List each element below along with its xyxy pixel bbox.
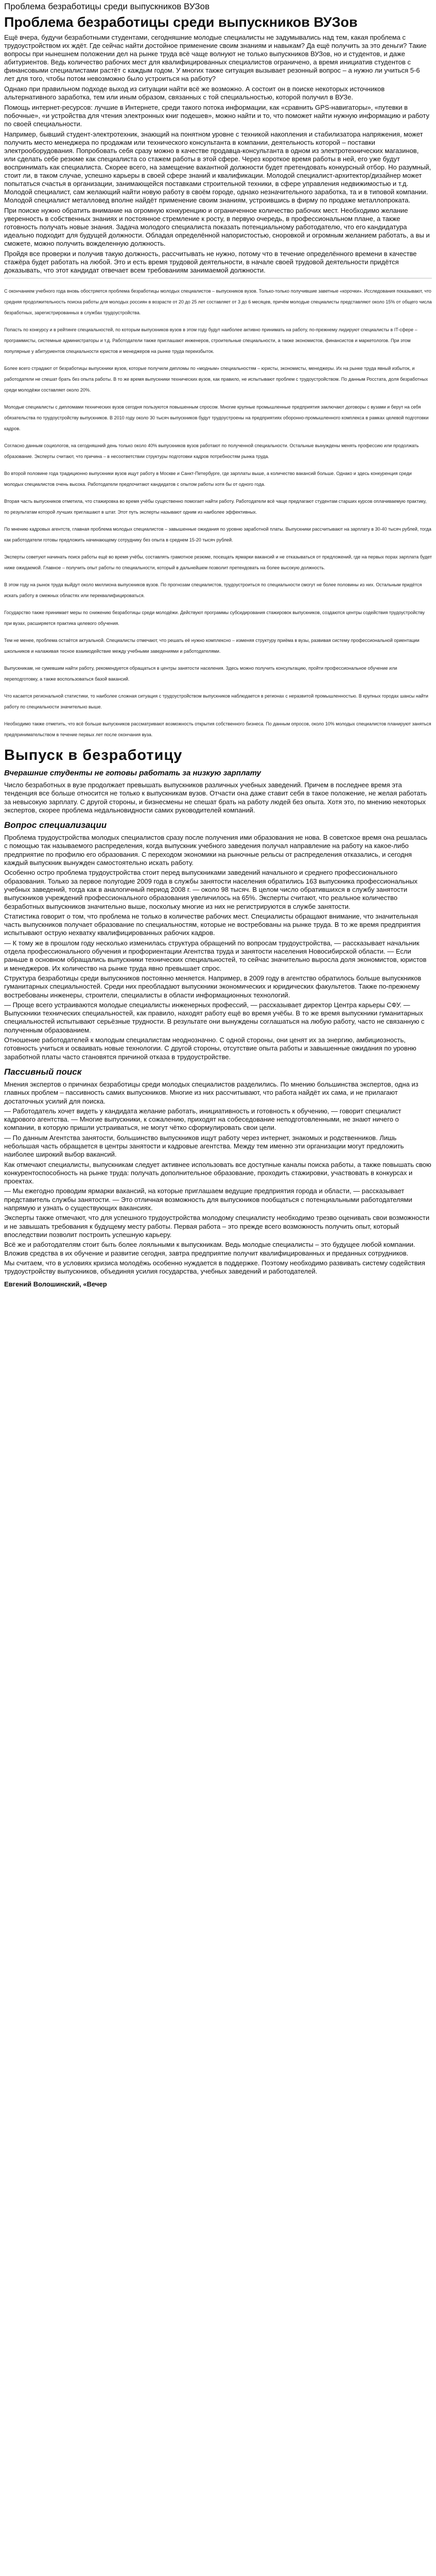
section-paragraph: — К тому же в прошлом году несколько изменилась структура обращений по вопросам трудоустройства, — рассказывает начальник отдела профессионального обучения и профориентации Агентства труда и занятости населения Новосибирской области. — Если раньше в основном обращались выпускники технических специальностей, то сейчас значительно выросла доля экономистов, юристов и менеджеров. Их количество на рынке труда явно превышает спрос. bbox=[4, 939, 427, 972]
small-paragraph: Более всего страдают от безработицы выпускники вузов, которые получили дипломы по «модным» специальностям – юристы, экономисты, менеджеры. Их на рынке труда явный избыток, и работодатели не спешат брать без опыта работы. В то же время выпускники технических вузов, как правило, не испытывают проблем с трудоустройством. По данным Росстата, доля безработных среди молодёжи составляет около 20%. bbox=[4, 366, 428, 393]
page-top-title: Проблема безработицы среди выпускников ВУЗов bbox=[4, 2, 210, 11]
intro-paragraph: Однако при правильном подходе выход из ситуации найти всё же возможно. А состоит он в поиске некоторых источников альтернативного заработка, тем или иным образом, связанных с той специальностью, которой получил в ВУЗе. bbox=[4, 85, 385, 101]
intro-section bbox=[4, 33, 432, 275]
subheading-specialization: Вопрос специализации bbox=[4, 820, 107, 831]
section-lead: Вчерашние студенты не готовы работать за низкую зарплату bbox=[4, 769, 261, 777]
small-paragraph: Необходимо также отметить, что всё больше выпускников рассматривают возможность открытия собственного бизнеса. По данным опросов, около 10% молодых специалистов планируют заняться предпринимательством в течение первых лет после окончания вуза. bbox=[4, 721, 431, 737]
article-author: Евгений Волошинский, «Вечер bbox=[4, 1280, 107, 1289]
small-paragraph: По мнению кадровых агентств, главная проблема молодых специалистов – завышенные ожидания по уровню заработной платы. Выпускники рассчитывают на зарплату в 30-40 тысяч рублей, тогда как работодатели готовы предложить начинающему сотруднику без опыта в среднем 15-20 тысяч рублей. bbox=[4, 527, 431, 543]
section-paragraph: Проблема трудоустройства молодых специалистов сразу после получения ими образования не нова. В советское время она решалась с помощью так называемого распределения, когда выпускник учебного заведения получал направление на работу на какое-либо предприятие по профилю его образования. С переходом экономики на рыночные рельсы от распределения отказались, и сегодня каждый выпускник вынужден самостоятельно искать работу. bbox=[4, 834, 428, 867]
small-paragraph: Вторая часть выпускников отметила, что стажировка во время учёбы существенно помогает найти работу. Работодатели всё чаще предлагают студентам старших курсов оплачиваемую практику, по результатам которой лучших приглашают в штат. Этот путь эксперты называют одним из наиболее эффективных. bbox=[4, 499, 427, 515]
intro-paragraph: При поиске нужно обратить внимание на огромную конкуренцию и ограниченное количество рабочих мест. Необходимо желание уверенность в собственных знаниях и постоянное стремление к росту, в первую очередь, в профессиональном плане, а также готовность получать новые знания. Задача молодого специалиста показать потенциальному работодателю, что его кандидатура идеально подходит для будущей должности. Обладая определённой напористостью, сноровкой и огромным желанием работать, а вы и сможете, можно получить вожделенную должность. bbox=[4, 207, 430, 247]
section-paragraph: Как отмечают специалисты, выпускникам следует активнее использовать все доступные каналы поиска работы, а также повышать свою конкурентоспособность на рынке труда: получать дополнительное образование, проходить стажировки, участвовать в конкурсах и проектах. bbox=[4, 1160, 431, 1185]
small-paragraph: Согласно данным социологов, на сегодняшний день только около 40% выпускников вузов работают по полученной специальности. Остальные вынуждены менять профессию или продолжать образование. Эксперты считают, что причина – в несоответствии структуры подготовки кадров потребностям рынка труда. bbox=[4, 443, 419, 459]
section-paragraph: Статистика говорит о том, что проблема не только в количестве рабочих мест. Специалисты обращают внимание, что значительная часть выпускников получает образование по специальностям, которые не востребованы на рынке труда. В то же время предприятия испытывают острую нехватку квалифицированных рабочих кадров. bbox=[4, 912, 421, 937]
small-paragraph: Молодые специалисты с дипломами технических вузов сегодня пользуются повышенным спросом. Многие крупные промышленные предприятия заключают договоры с вузами и берут на себя обязательства по трудоустройству выпускников. В 2010 году около 30 тысяч выпускников будут трудоустроены на предприятиях оборонно-промышленного комплекса в рамках целевой подготовки кадров. bbox=[4, 404, 429, 431]
small-paragraph: Государство также принимает меры по снижению безработицы среди молодёжи. Действуют программы субсидирования стажировок выпускников, создаются центры содействия трудоустройству при вузах, расширяется практика целевого обучения. bbox=[4, 610, 425, 626]
small-paragraph: Эксперты советуют начинать поиск работы ещё во время учёбы, составлять грамотное резюме, посещать ярмарки вакансий и не отказываться от предложений, где на первых порах зарплата будет ниже ожидаемой. Главное – получить опыт работы по специальности, который в дальнейшем позволит претендовать на более высокую должность. bbox=[4, 554, 432, 570]
section-paragraph: Мнения экспертов о причинах безработицы среди молодых специалистов разделились. По мнению большинства экспертов, одна из главных проблем – пассивность самих выпускников. Многие из них рассчитывают, что работа найдёт их сама, и не прилагают достаточных усилий для поиска. bbox=[4, 1080, 418, 1105]
subheading-passive-search: Пассивный поиск bbox=[4, 1066, 82, 1077]
small-paragraph: В этом году на рынок труда выйдут около миллиона выпускников вузов. По прогнозам специалистов, трудоустроиться по специальности смогут не более половины из них. Остальным придётся искать работу в смежных областях или переквалифицироваться. bbox=[4, 582, 422, 598]
intro-paragraph: Помощь интернет-ресурсов: лучшие в Интернете, среди такого потока информации, как «сравнить GPS-навигаторы», «путевки в побочные», «и устройства для чтения электронных книг подешев», можно найти и то, что поможет найти нужную информацию и работу по своей специальности. bbox=[4, 104, 429, 128]
section-heading: Выпуск в безработицу bbox=[4, 747, 183, 764]
small-paragraph: Что касается региональной статистики, то наиболее сложная ситуация с трудоустройством выпускников наблюдается в регионах с неразвитой промышленностью. В крупных городах шансы найти работу по специальности значительно выше. bbox=[4, 693, 428, 709]
section-paragraph: Мы считаем, что в условиях кризиса молодёжь особенно нуждается в поддержке. Поэтому необходимо развивать систему содействия трудоустройству выпускников, объединяя усилия государства, учебных заведений и работодателей. bbox=[4, 1259, 425, 1276]
article-heading: Проблема безработицы среди выпускников ВУЗов bbox=[4, 14, 358, 30]
section-paragraph: — Работодатель хочет видеть у кандидата желание работать, инициативность и готовность к обучению, — говорит специалист кадрового агентства. — Многие выпускники, к сожалению, приходят на собеседование неподготовленными, не знают ничего о компании, в которую пришли устраиваться, не могут чётко сформулировать свои цели. bbox=[4, 1107, 402, 1132]
small-paragraph: Выпускникам, не сумевшим найти работу, рекомендуется обращаться в центры занятости населения. Здесь можно получить консультацию, пройти профессиональное обучение или переподготовку, а также воспользоваться базой вакансий. bbox=[4, 666, 397, 682]
section-body-1 bbox=[4, 781, 432, 815]
section-body-2 bbox=[4, 834, 432, 1061]
intro-paragraph: Ещё вчера, будучи безработными студентами, сегодняшние молодые специалисты не задумывались над тем, какая проблема с трудоустройством их ждёт. Где сейчас найти достойное применение своим знаниям и навыкам? Да ещё получить за это деньги? Такие вопросы при нынешнем положении дел на рынке труда всё чаще волнуют не только выпускников ВУЗов, но и студентов, и даже абитуриентов. Ведь количество рабочих мест для квалифицированных специалистов ограничено, а время инициатив студентов с финансовыми специалистами растёт с каждым годом. У многих также ситуация вызывает резонный вопрос – а нужно ли учиться 5-6 лет для того, чтобы потом невозможно было устроиться на работу? bbox=[4, 33, 427, 82]
small-paragraph: С окончанием учебного года вновь обостряется проблема безработицы молодых специалистов – выпускников вузов. Только-только получившие заветные «корочки». Исследования показывают, что средняя продолжительность поиска работы для молодых россиян в возрасте от 20 до 25 лет составляет от 3 до 6 месяцев, причём молодые специалисты представляют около 15% от общего числа безработных, зарегистрированных в службах трудоустройства. bbox=[4, 289, 432, 315]
section-paragraph: — По данным Агентства занятости, большинство выпускников ищут работу через интернет, знакомых и родственников. Лишь небольшая часть обращается в центры занятости и кадровые агентства. Между тем именно эти организации могут предложить наиболее широкий выбор вакансий. bbox=[4, 1133, 404, 1159]
small-paragraph: Тем не менее, проблема остаётся актуальной. Специалисты отмечают, что решать её нужно комплексно – изменяя структуру приёма в вузы, развивая систему профессиональной ориентации школьников и налаживая тесное взаимодействие между учебными заведениями и работодателями. bbox=[4, 638, 420, 654]
section-paragraph: Всё же и работодателям стоит быть более лояльными к выпускникам. Ведь молодые специалисты – это будущее любой компании. Вложив средства в их обучение и развитие сегодня, завтра предприятие получит квалифицированных и преданных сотрудников. bbox=[4, 1241, 415, 1257]
small-paragraph: Во второй половине года традиционно выпускники вузов ищут работу в Москве и Санкт-Петербурге, где зарплаты выше, а количество вакансий больше. Однако и здесь конкуренция среди молодых специалистов очень высока. Работодатели предпочитают кандидатов с опытом работы хотя бы от одного года. bbox=[4, 471, 412, 487]
section-paragraph: — Проще всего устраиваются молодые специалисты инженерных профессий, — рассказывает директор Центра карьеры СФУ. — Выпускники технических специальностей, как правило, находят работу ещё во время учёбы. В то же время выпускники гуманитарных специальностей испытывают серьёзные трудности. В результате они вынуждены соглашаться на любую работу, часто не связанную с полученным образованием. bbox=[4, 1001, 425, 1034]
section-paragraph: — Мы ежегодно проводим ярмарки вакансий, на которые приглашаем ведущие предприятия города и области, — рассказывает представитель службы занятости. — Это отличная возможность для выпускников пообщаться с потенциальными работодателями напрямую и узнать о существующих вакансиях. bbox=[4, 1187, 412, 1212]
intro-paragraph: Например, бывший студент-электротехник, знающий на понятном уровне с техникой накопления и стабилизатора напряжения, может получить место менеджера по продажам или технического консультанта в компании, деятельность которой – поставки электрооборудования. Попробовать себя сразу можно в качестве продавца-консультанта в одном из электротехнических магазинов, или сделать себе резюме как специалиста со стажем работы в этой сфере. Через короткое время работы в ней, его уже будут воспринимать как специалиста. Скорее всего, на замещение вакантной должности будет претендовать конкурсный отбор. Но разумный, стоит ли, в таком случае, успешно карьеры в своей сфере знаний и квалификации. Молодой специалист-архитектор/дизайнер может попытаться счастья в организации, занимающейся поставками строительной техники, в сфере управления недвижимостью и т.д. Молодой специалист, сам желающий найти новую работу в своём городе, однако незначительного заработка, та и в типовой компании. Молодой специалист металловед вполне найдёт применение своим знаниям, устроившись в фирму по продаже металлопроката. bbox=[4, 130, 431, 204]
section-divider bbox=[4, 278, 432, 279]
section-paragraph: Особенно остро проблема трудоустройства стоит перед выпускниками заведений начального и среднего профессионального образования. Только за первое полугодие 2009 года в службы занятости населения обратились 163 выпускника профессиональных учебных заведений, тогда как в аналогичный период 2008 г. — около 98 тысяч. В целом число обратившихся в службу занятости выпускников учреждений профессионального образования увеличилось на 65%. Эксперты считают, что реальное количество безработных выпускников значительно выше, поскольку многие из них не регистрируются в службе занятости. bbox=[4, 869, 418, 910]
small-paragraph: Попасть по конкурсу и в рейтинге специальностей, по которым выпускников вузов в этом году будут наиболее активно принимать на работу, по-прежнему лидируют специалисты в IT-сфере – программисты, системные администраторы и т.д. Работодатели также приглашают инженеров, строительные специальности, а также экономистов, финансистов и маркетологов. При этом популярные у абитуриентов специальности юристов и менеджеров на рынке труда переизбыток. bbox=[4, 327, 417, 354]
section-paragraph: Структура безработицы среди выпускников постоянно меняется. Например, в 2009 году в агентство обратилось больше выпускников гуманитарных специальностей. Среди них преобладают выпускники экономических и юридических факультетов. Также по-прежнему востребованы инженеры, строители, специалисты в области информационных технологий. bbox=[4, 974, 422, 999]
intro-paragraph: Пройдя все проверки и получив такую должность, рассчитывать не нужно, потому что в течение определённого времени в качестве стажёра будет работать на любой. Это и есть время трудовой деятельности, в начале своей трудовой деятельности придётся доказывать, что этот кандидат отвечает всем требованиям занимаемой должности. bbox=[4, 250, 417, 274]
section-body-3 bbox=[4, 1080, 432, 1276]
section-paragraph: Отношение работодателей к молодым специалистам неоднозначно. С одной стороны, они ценят их за энергию, амбициозность, готовность учиться и осваивать новые технологии. С другой стороны, отсутствие опыта работы и завышенные ожидания по уровню заработной платы часто становятся причиной отказа в трудоустройстве. bbox=[4, 1036, 416, 1061]
section-paragraph: Эксперты также отмечают, что для успешного трудоустройства молодому специалисту необходимо трезво оценивать свои возможности и не завышать требования к будущему месту работы. Первая работа – это прежде всего возможность получить опыт, который впоследствии позволит построить успешную карьеру. bbox=[4, 1214, 430, 1239]
section-paragraph: Число безработных в вузе продолжает превышать выпускников различных учебных заведений. Причем в последнее время эта тенденция все больше относится не только к выпускникам вузов. Отчасти она даже ставит себя в такое положение, не желая работать за невысокую зарплату. С другой стороны, и бизнесмены не спешат брать на работу людей без опыта. Хотя это, по мнению некоторых экспертов, скорее проблема недальновидности самих руководителей компаний. bbox=[4, 781, 427, 814]
small-print-section bbox=[4, 286, 432, 740]
